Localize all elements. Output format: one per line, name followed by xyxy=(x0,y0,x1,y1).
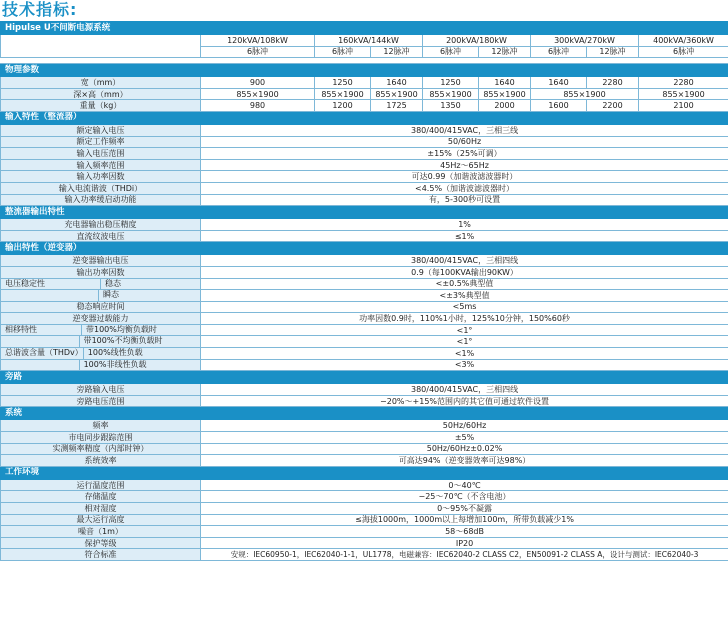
spec-value: ±15%（25%可调） xyxy=(201,148,728,160)
model-300: 300kVA/270kW xyxy=(531,35,639,47)
section-header xyxy=(1,407,728,420)
spec-value: 380/400/415VAC，三相三线 xyxy=(201,124,728,136)
spec-value: 有，5-300秒可设置 xyxy=(201,194,728,206)
model-160: 160kVA/144kW xyxy=(315,35,423,47)
spec-label: 宽（mm） xyxy=(1,77,201,89)
spec-row xyxy=(1,455,728,467)
spec-row xyxy=(1,255,728,267)
steady-label: 稳态 xyxy=(100,279,200,290)
spec-row xyxy=(1,77,728,89)
spec-row xyxy=(1,313,728,325)
section-title: 整流器输出特性 xyxy=(1,206,728,219)
thd-linear-label: 100%线性负载 xyxy=(83,348,200,359)
phase-group xyxy=(1,324,201,336)
spec-row xyxy=(1,171,728,183)
spec-label: 逆变器输出电压 xyxy=(1,255,201,267)
spec-row xyxy=(1,549,728,561)
spec-label: 输出功率因数 xyxy=(1,266,201,278)
spec-row xyxy=(1,194,728,206)
spec-label: 系统效率 xyxy=(1,455,201,467)
spec-label: 稳态响应时间 xyxy=(1,301,201,313)
spec-row xyxy=(1,432,728,444)
spec-label: 相对湿度 xyxy=(1,503,201,515)
spec-value: 855×1900 xyxy=(201,88,315,100)
thd-group xyxy=(1,348,201,360)
spec-row xyxy=(1,336,728,348)
section-title: 输入特性（整流器） xyxy=(1,111,728,124)
spec-label: 实测频率精度（内部时钟） xyxy=(1,443,201,455)
spec-row xyxy=(1,266,728,278)
spec-value: 855×1900 xyxy=(423,88,479,100)
system-name: Hipulse U不间断电源系统 xyxy=(1,22,728,35)
spec-value: 855×1900 xyxy=(371,88,423,100)
spec-value: 50Hz/60Hz xyxy=(201,420,728,432)
spec-value: 2280 xyxy=(639,77,728,89)
spec-value: <1% xyxy=(201,348,728,360)
spec-value: 58～68dB xyxy=(201,526,728,538)
spec-value: 1350 xyxy=(423,100,479,112)
spec-row xyxy=(1,136,728,148)
spec-row xyxy=(1,491,728,503)
spec-label: 输入频率范围 xyxy=(1,159,201,171)
transient-label: 瞬态 xyxy=(98,290,200,301)
spec-row xyxy=(1,384,728,396)
phase-balanced-label: 带100%均衡负载时 xyxy=(81,325,200,336)
spec-value: 安规：IEC60950-1，IEC62040-1-1，UL1778，电磁兼容：IEC62040-2 CLASS C2，EN50091-2 CLASS A，设计与测试：IEC62040-3 xyxy=(201,549,728,561)
spec-value: 1200 xyxy=(315,100,371,112)
spec-value: <4.5%（加谐波滤波器时） xyxy=(201,182,728,194)
spec-value: 1250 xyxy=(315,77,371,89)
spec-value: <3% xyxy=(201,359,728,371)
spec-row xyxy=(1,182,728,194)
spec-value: 1250 xyxy=(423,77,479,89)
spec-row xyxy=(1,395,728,407)
pulse-cell: 12脉冲 xyxy=(371,46,423,58)
spec-row xyxy=(1,278,728,290)
spec-value: 855×1900 xyxy=(479,88,531,100)
spec-row xyxy=(1,219,728,231)
spec-label: 旁路电压范围 xyxy=(1,395,201,407)
spec-value: <1° xyxy=(201,336,728,348)
spec-row xyxy=(1,479,728,491)
section-header xyxy=(1,206,728,219)
spec-value: <±0.5%典型值 xyxy=(201,278,728,290)
stability-split xyxy=(1,279,200,290)
pulse-cell: 6脉冲 xyxy=(201,46,315,58)
thd-label: 总谐波含量（THDv） xyxy=(5,348,83,358)
model-400: 400kVA/360kW xyxy=(639,35,728,47)
spec-value: ≤1% xyxy=(201,230,728,242)
spec-value: 855×1900 xyxy=(315,88,371,100)
spec-value: 855×1900 xyxy=(639,88,728,100)
spec-row xyxy=(1,420,728,432)
spec-row xyxy=(1,348,728,360)
spec-value: <5ms xyxy=(201,301,728,313)
model-120: 120kVA/108kW xyxy=(201,35,315,47)
spec-value: 功率因数0.9时，110%1小时，125%10分钟，150%60秒 xyxy=(201,313,728,325)
spec-value: 可达0.99（加谐波滤波器时） xyxy=(201,171,728,183)
phase-label: 相移特性 xyxy=(5,324,37,334)
section-header xyxy=(1,242,728,255)
section-title: 工作环境 xyxy=(1,466,728,479)
spec-value: 45Hz～65Hz xyxy=(201,159,728,171)
section-header xyxy=(1,466,728,479)
spec-value: 980 xyxy=(201,100,315,112)
pulse-cell: 12脉冲 xyxy=(587,46,639,58)
spec-label: 直流纹波电压 xyxy=(1,230,201,242)
spec-value: 855×1900 xyxy=(531,88,639,100)
spec-label: 最大运行高度 xyxy=(1,514,201,526)
section-header xyxy=(1,64,728,77)
spec-label: 充电器输出稳压精度 xyxy=(1,219,201,231)
spec-value: ≤海拔1000m，1000m以上每增加100m，所带负载减少1% xyxy=(201,514,728,526)
spec-label: 保护等级 xyxy=(1,537,201,549)
spec-value: 2100 xyxy=(639,100,728,112)
spec-value: IP20 xyxy=(201,537,728,549)
spec-value: 1640 xyxy=(371,77,423,89)
spec-row xyxy=(1,159,728,171)
spec-label: 额定输入电压 xyxy=(1,124,201,136)
spec-label: 输入电压范围 xyxy=(1,148,201,160)
spec-value: 900 xyxy=(201,77,315,89)
spec-value: 1% xyxy=(201,219,728,231)
spec-label: 符合标准 xyxy=(1,549,201,561)
spec-row xyxy=(1,503,728,515)
spec-row xyxy=(1,100,728,112)
spec-label: 市电同步跟踪范围 xyxy=(1,432,201,444)
spec-row xyxy=(1,514,728,526)
spec-value: 0～95%不凝露 xyxy=(201,503,728,515)
spec-value: 380/400/415VAC，三相四线 xyxy=(201,255,728,267)
spec-label: 输入电流谐波（THDi） xyxy=(1,182,201,194)
section-title: 物理参数 xyxy=(1,64,728,77)
pulse-cell: 6脉冲 xyxy=(531,46,587,58)
spec-row xyxy=(1,526,728,538)
spec-value: 0～40℃ xyxy=(201,479,728,491)
spec-label: 重量（kg） xyxy=(1,100,201,112)
spec-value: 380/400/415VAC，三相四线 xyxy=(201,384,728,396)
section-header xyxy=(1,111,728,124)
pulse-cell: 6脉冲 xyxy=(639,46,728,58)
spec-row xyxy=(1,88,728,100)
spec-label: 输入功率缓启动功能 xyxy=(1,194,201,206)
spec-row xyxy=(1,124,728,136)
section-title: 系统 xyxy=(1,407,728,420)
model-200: 200kVA/180kW xyxy=(423,35,531,47)
spec-row xyxy=(1,359,728,371)
section-header xyxy=(1,371,728,384)
spec-value: 1640 xyxy=(479,77,531,89)
model-row xyxy=(1,35,728,47)
spec-value: <1° xyxy=(201,324,728,336)
spec-label: 噪音（1m） xyxy=(1,526,201,538)
spec-row xyxy=(1,537,728,549)
header-row xyxy=(1,22,728,35)
spec-value: −25～70℃（不含电池） xyxy=(201,491,728,503)
spec-table xyxy=(0,21,728,561)
spec-label: 旁路输入电压 xyxy=(1,384,201,396)
spec-value: 50/60Hz xyxy=(201,136,728,148)
spec-value: <±3%典型值 xyxy=(201,290,728,302)
spec-value: 1600 xyxy=(531,100,587,112)
page-title: 技术指标: xyxy=(2,0,78,19)
stability-label: 电压稳定性 xyxy=(5,278,45,288)
pulse-cell: 12脉冲 xyxy=(479,46,531,58)
spec-label: 运行温度范围 xyxy=(1,479,201,491)
phase-unbalanced-label: 带100%不均衡负载时 xyxy=(79,336,200,347)
spec-value: −20%～+15%范围内的其它值可通过软件设置 xyxy=(201,395,728,407)
spec-label: 逆变器过载能力 xyxy=(1,313,201,325)
spec-row xyxy=(1,148,728,160)
spec-value: 可高达94%（逆变器效率可达98%） xyxy=(201,455,728,467)
spec-label: 频率 xyxy=(1,420,201,432)
spec-value: ±5% xyxy=(201,432,728,444)
transient-group xyxy=(1,290,201,302)
stability-group xyxy=(1,278,201,290)
spec-label: 额定工作频率 xyxy=(1,136,201,148)
spec-label: 输入功率因数 xyxy=(1,171,201,183)
spec-row xyxy=(1,290,728,302)
thd-nonlinear-label: 100%非线性负载 xyxy=(79,360,200,371)
spec-value: 2200 xyxy=(587,100,639,112)
spec-value: 50Hz/60Hz±0.02% xyxy=(201,443,728,455)
spec-value: 0.9（每100KVA输出90KW） xyxy=(201,266,728,278)
spec-label: 存储温度 xyxy=(1,491,201,503)
spec-value: 2000 xyxy=(479,100,531,112)
section-title: 旁路 xyxy=(1,371,728,384)
spec-value: 1725 xyxy=(371,100,423,112)
pulse-cell: 6脉冲 xyxy=(315,46,371,58)
spec-row xyxy=(1,301,728,313)
pulse-cell: 6脉冲 xyxy=(423,46,479,58)
header-blank xyxy=(1,35,201,58)
spec-row xyxy=(1,230,728,242)
spec-row xyxy=(1,443,728,455)
section-title: 输出特性（逆变器） xyxy=(1,242,728,255)
spec-value: 2280 xyxy=(587,77,639,89)
spec-value: 1640 xyxy=(531,77,587,89)
spec-row xyxy=(1,324,728,336)
spec-label: 深×高（mm） xyxy=(1,88,201,100)
